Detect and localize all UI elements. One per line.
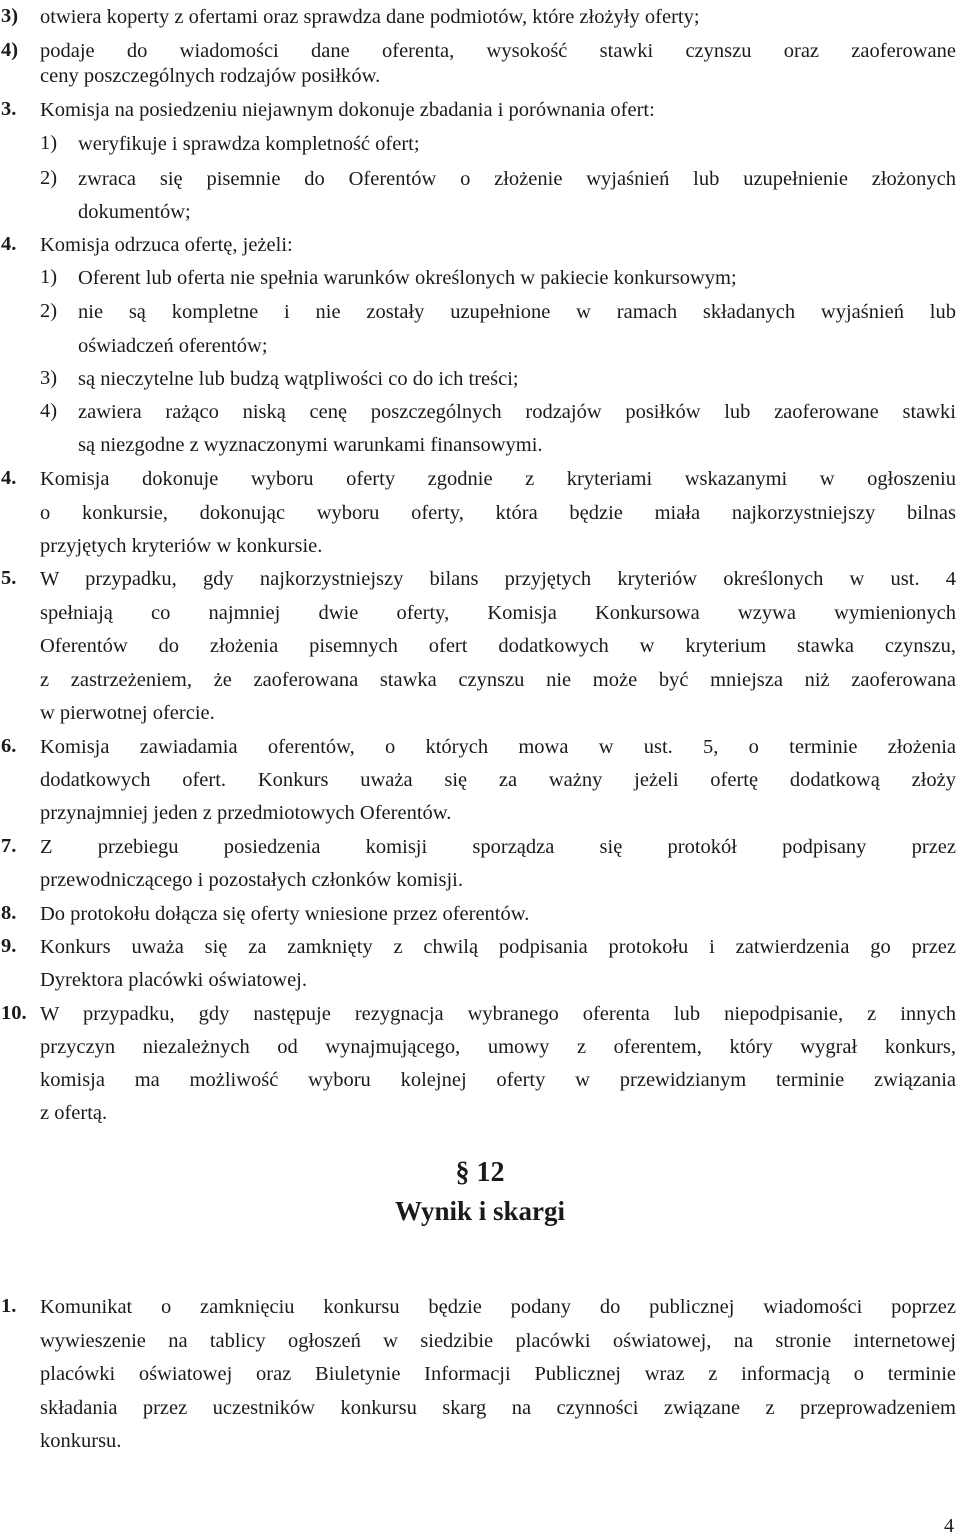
text-line: Oferentów do złożenia pisemnych ofert dodatkowych w kryterium stawka czynszu, bbox=[40, 635, 956, 657]
item-number: 1) bbox=[40, 266, 58, 288]
item-number: 3) bbox=[40, 367, 58, 389]
item-number: 4) bbox=[1, 39, 19, 61]
text-line: nie są kompletne i nie zostały uzupełnione w ramach składanych wyjaśnień lub bbox=[78, 301, 956, 323]
text-line: zawiera rażąco niską cenę poszczególnych rodzajów posiłków lub zaoferowane stawki bbox=[78, 401, 956, 423]
page-number: 4 bbox=[944, 1515, 954, 1537]
text-line: wywieszenie na tablicy ogłoszeń w siedzibie placówki oświatowej, na stronie internetowej bbox=[40, 1330, 956, 1352]
text-line: przynajmniej jeden z przedmiotowych Oferentów. bbox=[40, 802, 452, 824]
item-number: 4) bbox=[40, 400, 58, 422]
paragraph-number: 4. bbox=[1, 467, 17, 489]
text-line: z ofertą. bbox=[40, 1102, 108, 1124]
text-line: W przypadku, gdy najkorzystniejszy bilans przyjętych kryteriów określonych w ust. 4 bbox=[40, 568, 956, 590]
text-line: składania przez uczestników konkursu skarg na czynności związane z przeprowadzeniem bbox=[40, 1397, 956, 1419]
text-line: z zastrzeżeniem, że zaoferowana stawka czynszu nie może być mniejsza niż zaoferowana bbox=[40, 669, 956, 691]
text-line: weryfikuje i sprawdza kompletność ofert; bbox=[78, 133, 420, 155]
text-line: w pierwotnej ofercie. bbox=[40, 702, 215, 724]
text-line: zwraca się pisemnie do Oferentów o złożenie wyjaśnień lub uzupełnienie złożonych bbox=[78, 168, 956, 190]
text-line: Z przebiegu posiedzenia komisji sporządza się protokół podpisany przez bbox=[40, 836, 956, 858]
text-line: ceny poszczególnych rodzajów posiłków. bbox=[40, 65, 381, 87]
section-title: Wynik i skargi bbox=[394, 1196, 566, 1226]
text-line: są nieczytelne lub budzą wątpliwości co do ich treści; bbox=[78, 368, 519, 390]
section-symbol: § 12 bbox=[455, 1157, 505, 1188]
text-line: przyjętych kryteriów w konkursie. bbox=[40, 535, 323, 557]
text-line: dodatkowych ofert. Konkurs uważa się za ważny jeżeli ofertę dodatkową złoży bbox=[40, 769, 956, 791]
text-line: komisja ma możliwość wyboru kolejnej oferty w przewidzianym terminie związania bbox=[40, 1069, 956, 1091]
paragraph-number: 6. bbox=[1, 735, 17, 757]
text-line: Komisja odrzuca ofertę, jeżeli: bbox=[40, 234, 293, 256]
text-line: Komisja zawiadamia oferentów, o których mowa w ust. 5, o terminie złożenia bbox=[40, 736, 956, 758]
text-line: Komisja dokonuje wyboru oferty zgodnie z kryteriami wskazanymi w ogłoszeniu bbox=[40, 468, 956, 490]
paragraph-number: 4. bbox=[1, 233, 17, 255]
text-line: przewodniczącego i pozostałych członków komisji. bbox=[40, 869, 463, 891]
text-line: placówki oświatowej oraz Biuletynie Informacji Publicznej wraz z informacją o terminie bbox=[40, 1363, 956, 1385]
text-line: Konkurs uważa się za zamknięty z chwilą podpisania protokołu i zatwierdzenia go przez bbox=[40, 936, 956, 958]
item-number: 3) bbox=[1, 5, 19, 27]
text-line: oświadczeń oferentów; bbox=[78, 335, 268, 357]
text-line: Do protokołu dołącza się oferty wniesione przez oferentów. bbox=[40, 903, 530, 925]
text-line: W przypadku, gdy następuje rezygnacja wybranego oferenta lub niepodpisanie, z innych bbox=[40, 1003, 956, 1025]
text-line: dokumentów; bbox=[78, 201, 191, 223]
text-line: są niezgodne z wyznaczonymi warunkami finansowymi. bbox=[78, 434, 543, 456]
text-line: Oferent lub oferta nie spełnia warunków określonych w pakiecie konkursowym; bbox=[78, 267, 737, 289]
text-line: o konkursie, dokonując wyboru oferty, która będzie miała najkorzystniejszy bilnas bbox=[40, 502, 956, 524]
text-line: Dyrektora placówki oświatowej. bbox=[40, 969, 307, 991]
text-line: otwiera koperty z ofertami oraz sprawdza dane podmiotów, które złożyły oferty; bbox=[40, 6, 700, 28]
text-line: podaje do wiadomości dane oferenta, wysokość stawki czynszu oraz zaoferowane bbox=[40, 40, 956, 62]
text-line: spełniają co najmniej dwie oferty, Komisja Konkursowa wzywa wymienionych bbox=[40, 602, 956, 624]
paragraph-number: 7. bbox=[1, 835, 17, 857]
paragraph-number: 5. bbox=[1, 567, 17, 589]
text-line: Komisja na posiedzeniu niejawnym dokonuje zbadania i porównania ofert: bbox=[40, 99, 655, 121]
text-line: Komunikat o zamknięciu konkursu będzie podany do publicznej wiadomości poprzez bbox=[40, 1296, 956, 1318]
item-number: 1) bbox=[40, 132, 58, 154]
paragraph-number: 1. bbox=[1, 1295, 17, 1317]
paragraph-number: 9. bbox=[1, 935, 17, 957]
paragraph-number: 10. bbox=[1, 1002, 27, 1024]
text-line: przyczyn niezależnych od wynajmującego, umowy z oferentem, który wygrał konkurs, bbox=[40, 1036, 956, 1058]
item-number: 2) bbox=[40, 300, 58, 322]
paragraph-number: 8. bbox=[1, 902, 17, 924]
text-line: konkursu. bbox=[40, 1430, 122, 1452]
paragraph-number: 3. bbox=[1, 98, 17, 120]
item-number: 2) bbox=[40, 167, 58, 189]
